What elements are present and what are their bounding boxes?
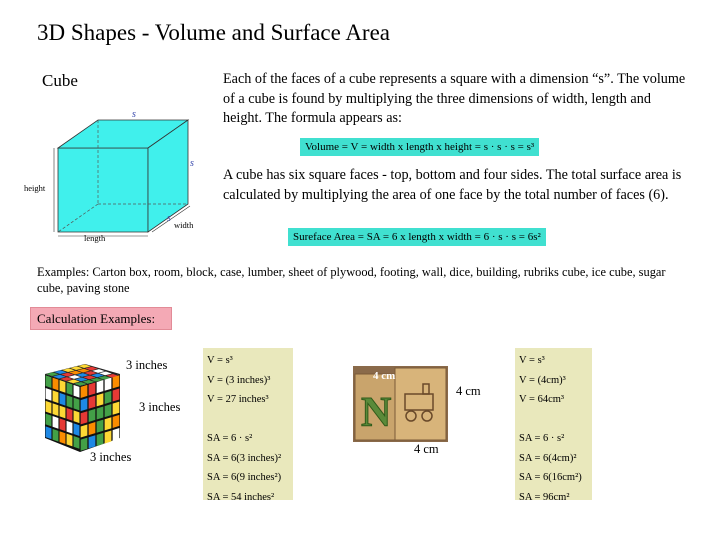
block-calculation-panel: [515, 348, 592, 503]
rubik-sticker: [89, 422, 96, 435]
cube-front-face: [58, 148, 148, 232]
rubik-sticker: [105, 417, 112, 430]
rubik-calculation-panel: [203, 348, 293, 503]
page-title: 3D Shapes - Volume and Surface Area: [37, 20, 391, 45]
rubik-sticker: [97, 380, 104, 393]
rubik-sticker: [113, 388, 120, 401]
rubik-dim-bottom: 3 inches: [90, 450, 132, 464]
rubik-sticker: [46, 388, 52, 401]
block-dim-bottom: 4 cm: [414, 442, 439, 456]
calc-line: SA = 6(3 inches)²: [207, 452, 282, 464]
rubik-sticker: [81, 398, 88, 411]
cube-diagram: [20, 100, 225, 250]
rubiks-cube-image: [40, 360, 125, 455]
rubik-sticker: [60, 418, 66, 431]
rubik-sticker: [67, 382, 73, 395]
rubik-sticker: [46, 426, 52, 439]
rubik-sticker: [81, 438, 88, 451]
rubik-sticker: [67, 395, 73, 408]
rubik-sticker: [97, 406, 104, 419]
rubik-sticker: [97, 420, 104, 433]
s-label-bottom: s: [167, 213, 171, 224]
rubik-sticker: [105, 404, 112, 417]
rubik-sticker: [105, 391, 112, 404]
calc-line: V = (3 inches)³: [207, 374, 271, 386]
rubik-sticker: [46, 401, 52, 414]
rubik-sticker: [67, 434, 73, 447]
rubik-sticker: [81, 411, 88, 424]
rubik-sticker: [46, 375, 52, 388]
calculation-examples-label: Calculation Examples:: [30, 307, 172, 330]
rubik-sticker: [113, 415, 120, 428]
calc-line: [519, 410, 588, 430]
calc-line: [207, 410, 289, 430]
rubik-sticker: [53, 429, 59, 442]
rubik-dim-top: 3 inches: [126, 358, 168, 372]
rubik-sticker: [46, 414, 52, 427]
rubik-sticker: [53, 390, 59, 403]
rubik-sticker: [89, 409, 96, 422]
rubik-sticker: [105, 378, 112, 391]
surface-area-paragraph: A cube has six square faces - top, bottom and four sides. The total surface area is calculated by multiplying the area of one face by the total number of faces (6).: [223, 167, 682, 203]
s-label-right: s: [190, 158, 194, 169]
rubik-sticker: [89, 435, 96, 448]
rubik-sticker: [113, 402, 120, 415]
calc-line: SA = 6 · s²: [207, 433, 253, 444]
rubik-sticker: [113, 428, 120, 441]
volume-paragraph: Each of the faces of a cube represents a square with a dimension “s”. The volume of a cube is found by multiplying the three dimensions of width, length and height. The formula appears as:: [223, 71, 686, 126]
rubik-sticker: [113, 375, 120, 388]
surface-area-formula: Sureface Area = SA = 6 x length x width = 6 · s · s = 6s²: [288, 228, 546, 246]
width-label: width: [174, 220, 194, 230]
calc-line: V = (4cm)³: [519, 374, 566, 386]
height-label: height: [24, 183, 46, 193]
examples-text: Examples: Carton box, room, block, case, lumber, sheet of plywood, footing, wall, dice, building, rubriks cube, ice cube, sugar cube, paving stone: [37, 265, 666, 295]
rubik-sticker: [60, 393, 66, 406]
calc-line: SA = 54 inches²: [207, 491, 275, 503]
rubik-sticker: [74, 385, 80, 398]
calc-line: SA = 6(9 inches²): [207, 472, 282, 483]
rubik-sticker: [53, 403, 59, 416]
rubik-sticker: [97, 393, 104, 406]
rubik-sticker: [89, 396, 96, 409]
rubik-sticker: [74, 398, 80, 411]
rubik-sticker: [105, 430, 112, 443]
calc-line: V = 27 inches³: [207, 394, 269, 405]
wooden-block-image: [353, 366, 448, 442]
rubik-sticker: [60, 380, 66, 393]
block-dim-right: 4 cm: [456, 384, 481, 398]
calc-line: V = 64cm³: [519, 394, 565, 405]
rubik-sticker: [97, 433, 104, 446]
block-photo-label: 4 cm: [373, 370, 396, 382]
rubik-sticker: [74, 423, 80, 436]
rubik-sticker: [53, 378, 59, 391]
rubik-sticker: [81, 424, 88, 437]
calc-line: SA = 6 · s²: [519, 433, 565, 444]
calc-line: SA = 6(16cm²): [519, 472, 582, 483]
calc-line: SA = 96cm²: [519, 491, 570, 503]
rubik-sticker: [81, 385, 88, 398]
calc-line: V = s³: [207, 355, 233, 366]
rubik-sticker: [67, 421, 73, 434]
rubik-sticker: [60, 431, 66, 444]
s-label-top: s: [132, 109, 136, 120]
calc-line: SA = 6(4cm)²: [519, 452, 577, 464]
cube-heading: Cube: [42, 71, 78, 90]
rubik-sticker: [74, 436, 80, 449]
rubik-sticker: [74, 410, 80, 423]
block-letter: N: [361, 390, 392, 436]
rubik-sticker: [67, 408, 73, 421]
calc-line: V = s³: [519, 355, 545, 366]
rubik-sticker: [53, 416, 59, 429]
volume-formula: Volume = V = width x length x height = s · s · s = s³: [300, 138, 539, 156]
length-label: length: [84, 233, 106, 243]
rubik-sticker: [89, 382, 96, 395]
rubik-dim-right: 3 inches: [139, 400, 181, 414]
rubik-sticker: [60, 406, 66, 419]
